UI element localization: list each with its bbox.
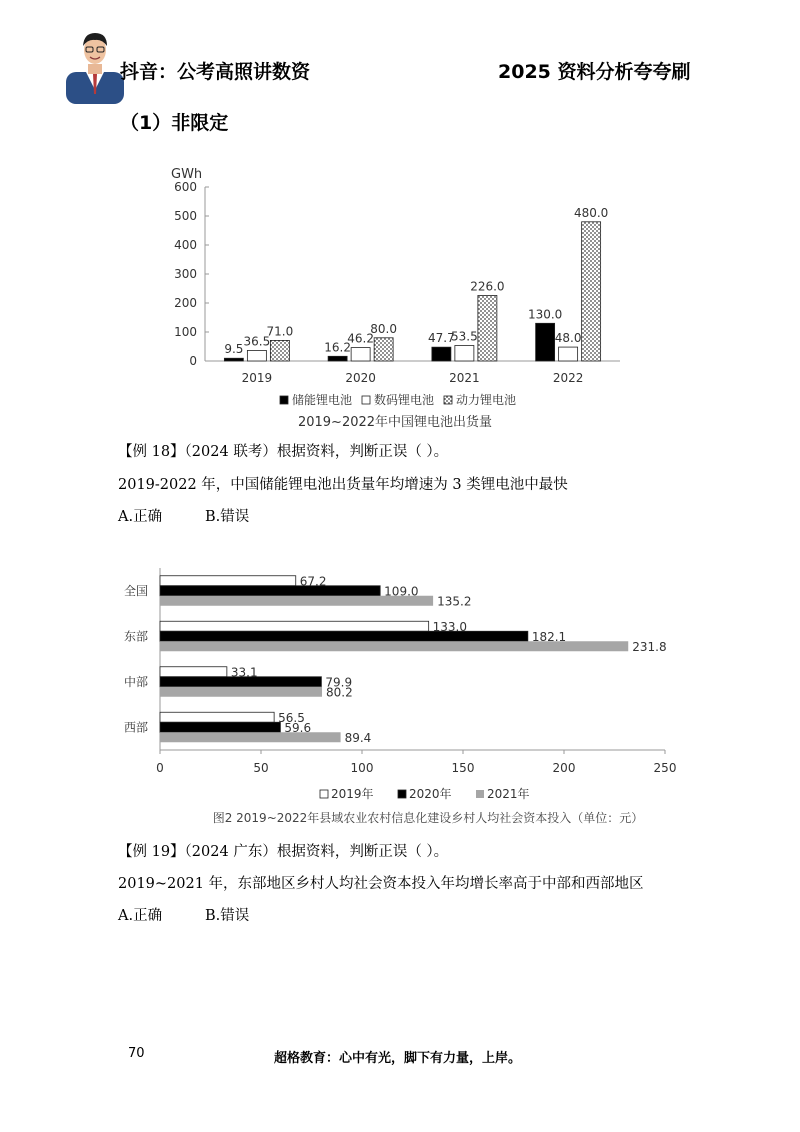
header-right-title: 2025 资料分析夸夸刷 [498, 61, 691, 83]
chart2-category-label: 西部 [123, 720, 148, 735]
chart1-bar [455, 345, 474, 361]
chart2-legend-swatch [476, 790, 484, 798]
chart1-data-label: 71.0 [266, 324, 294, 339]
chart1-category-label: 2022 [552, 371, 584, 385]
chart1-legend-label: 动力锂电池 [456, 393, 517, 407]
chart1-legend-swatch [444, 396, 452, 404]
chart1-legend-label: 数码锂电池 [374, 393, 435, 407]
chart2-data-label: 182.1 [531, 629, 567, 644]
chart2-bar [160, 631, 528, 641]
chart1-ytick-label: 200 [174, 296, 197, 310]
chart2-data-label: 56.5 [278, 710, 305, 725]
chart2-category-label: 中部 [123, 674, 148, 689]
chart2-xtick-label: 0 [156, 761, 164, 775]
question-18-title: 【例 18】（2024 联考）根据资料，判断正误（ ）。 [118, 444, 449, 460]
chart2-xtick-label: 200 [552, 761, 576, 775]
chart2-legend-label: 2020年 [409, 787, 452, 801]
chart1-bar [559, 347, 578, 361]
chart2-data-label: 67.2 [299, 574, 327, 589]
chart1-ytick-label: 300 [174, 267, 197, 281]
chart2-data-label: 79.9 [325, 675, 353, 690]
chart2-data-label: 133.0 [432, 619, 468, 634]
rural-investment-chart [110, 565, 690, 835]
chart1-data-label: 480.0 [573, 205, 609, 220]
chart1-data-label: 47.7 [428, 331, 455, 346]
chart1-ytick-label: 500 [174, 209, 197, 223]
chart2-title: 图2 2019~2022年县域农业农村信息化建设乡村人均社会资本投入（单位：元） [212, 811, 644, 825]
chart2-bar [160, 722, 280, 732]
chart1-ytick-label: 100 [174, 325, 197, 339]
question-18-option-a[interactable]: A.正确 [118, 509, 163, 525]
header-left-title: 抖音：公考高照讲数资 [120, 61, 311, 83]
chart1-data-label: 80.0 [370, 321, 397, 336]
chart1-data-label: 9.5 [224, 342, 244, 357]
chart2-data-label: 135.2 [437, 594, 472, 609]
chart2-data-label: 89.4 [344, 730, 372, 745]
chart1-bar [270, 340, 289, 361]
chart1-legend-swatch [280, 396, 288, 404]
chart2-data-label: 59.6 [284, 720, 312, 735]
page-number: 70 [128, 1046, 145, 1061]
section-title: （1）非限定 [120, 112, 229, 134]
chart2-data-label: 80.2 [326, 685, 353, 700]
chart1-bar [478, 295, 497, 361]
chart1-bar [432, 347, 451, 361]
lithium-battery-chart [150, 160, 640, 435]
chart2-data-label: 231.8 [632, 639, 667, 654]
chart1-ylabel: GWh [171, 167, 203, 182]
chart2-data-label: 109.0 [384, 584, 419, 599]
chart1-category-label: 2019 [241, 371, 273, 385]
chart2-legend-label: 2021年 [487, 787, 530, 801]
chart2-bar [160, 586, 380, 596]
chart1-ytick-label: 600 [174, 180, 197, 194]
presenter-avatar [66, 28, 124, 104]
chart2-legend-swatch [320, 790, 328, 798]
chart2-category-label: 东部 [123, 629, 148, 644]
question-18-statement: 2019-2022 年，中国储能锂电池出货量年均增速为 3 类锂电池中最快 [118, 477, 568, 493]
chart1-legend-label: 储能锂电池 [292, 393, 353, 407]
chart2-xtick-label: 250 [653, 761, 677, 775]
chart2-bar [160, 732, 341, 742]
chart1-bar [536, 323, 555, 361]
chart2-legend-label: 2019年 [331, 787, 374, 801]
chart1-ytick-label: 0 [189, 354, 197, 368]
chart1-data-label: 46.2 [347, 331, 374, 346]
question-19-title: 【例 19】（2024 广东）根据资料，判断正误（ ）。 [118, 844, 449, 860]
chart2-legend-swatch [398, 790, 406, 798]
chart1-title: 2019~2022年中国锂电池出货量 [297, 415, 493, 430]
chart1-category-label: 2020 [345, 371, 376, 385]
chart2-xtick-label: 50 [253, 761, 269, 775]
chart2-bar [160, 576, 296, 586]
chart2-data-label: 33.1 [230, 665, 258, 680]
chart1-data-label: 48.0 [554, 331, 582, 346]
question-19-statement: 2019~2021 年，东部地区乡村人均社会资本投入年均增长率高于中部和西部地区 [118, 876, 644, 892]
chart1-ytick-label: 400 [174, 238, 197, 252]
chart2-bar [160, 687, 322, 697]
chart1-data-label: 226.0 [470, 279, 505, 294]
chart2-category-label: 全国 [123, 583, 148, 598]
chart1-bar [247, 350, 266, 361]
chart1-bar [374, 338, 393, 361]
chart1-bar [351, 348, 370, 361]
chart1-bar [582, 222, 601, 361]
question-19-option-a[interactable]: A.正确 [118, 908, 163, 924]
chart2-bar [160, 667, 227, 677]
chart1-data-label: 16.2 [324, 340, 351, 355]
question-18-option-b[interactable]: B.错误 [205, 509, 250, 525]
chart1-data-label: 130.0 [527, 307, 563, 322]
question-19-option-b[interactable]: B.错误 [205, 908, 250, 924]
chart2-bar [160, 712, 274, 722]
chart2-xtick-label: 100 [350, 761, 374, 775]
chart1-bar [328, 356, 347, 361]
chart1-bar [224, 358, 243, 361]
chart1-category-label: 2021 [449, 371, 480, 385]
footer-slogan: 超格教育：心中有光，脚下有力量，上岸。 [274, 1051, 522, 1066]
chart1-legend-swatch [362, 396, 370, 404]
chart1-data-label: 53.5 [451, 329, 478, 344]
chart1-data-label: 36.5 [243, 334, 271, 349]
chart2-bar [160, 621, 429, 631]
chart2-xtick-label: 150 [451, 761, 475, 775]
